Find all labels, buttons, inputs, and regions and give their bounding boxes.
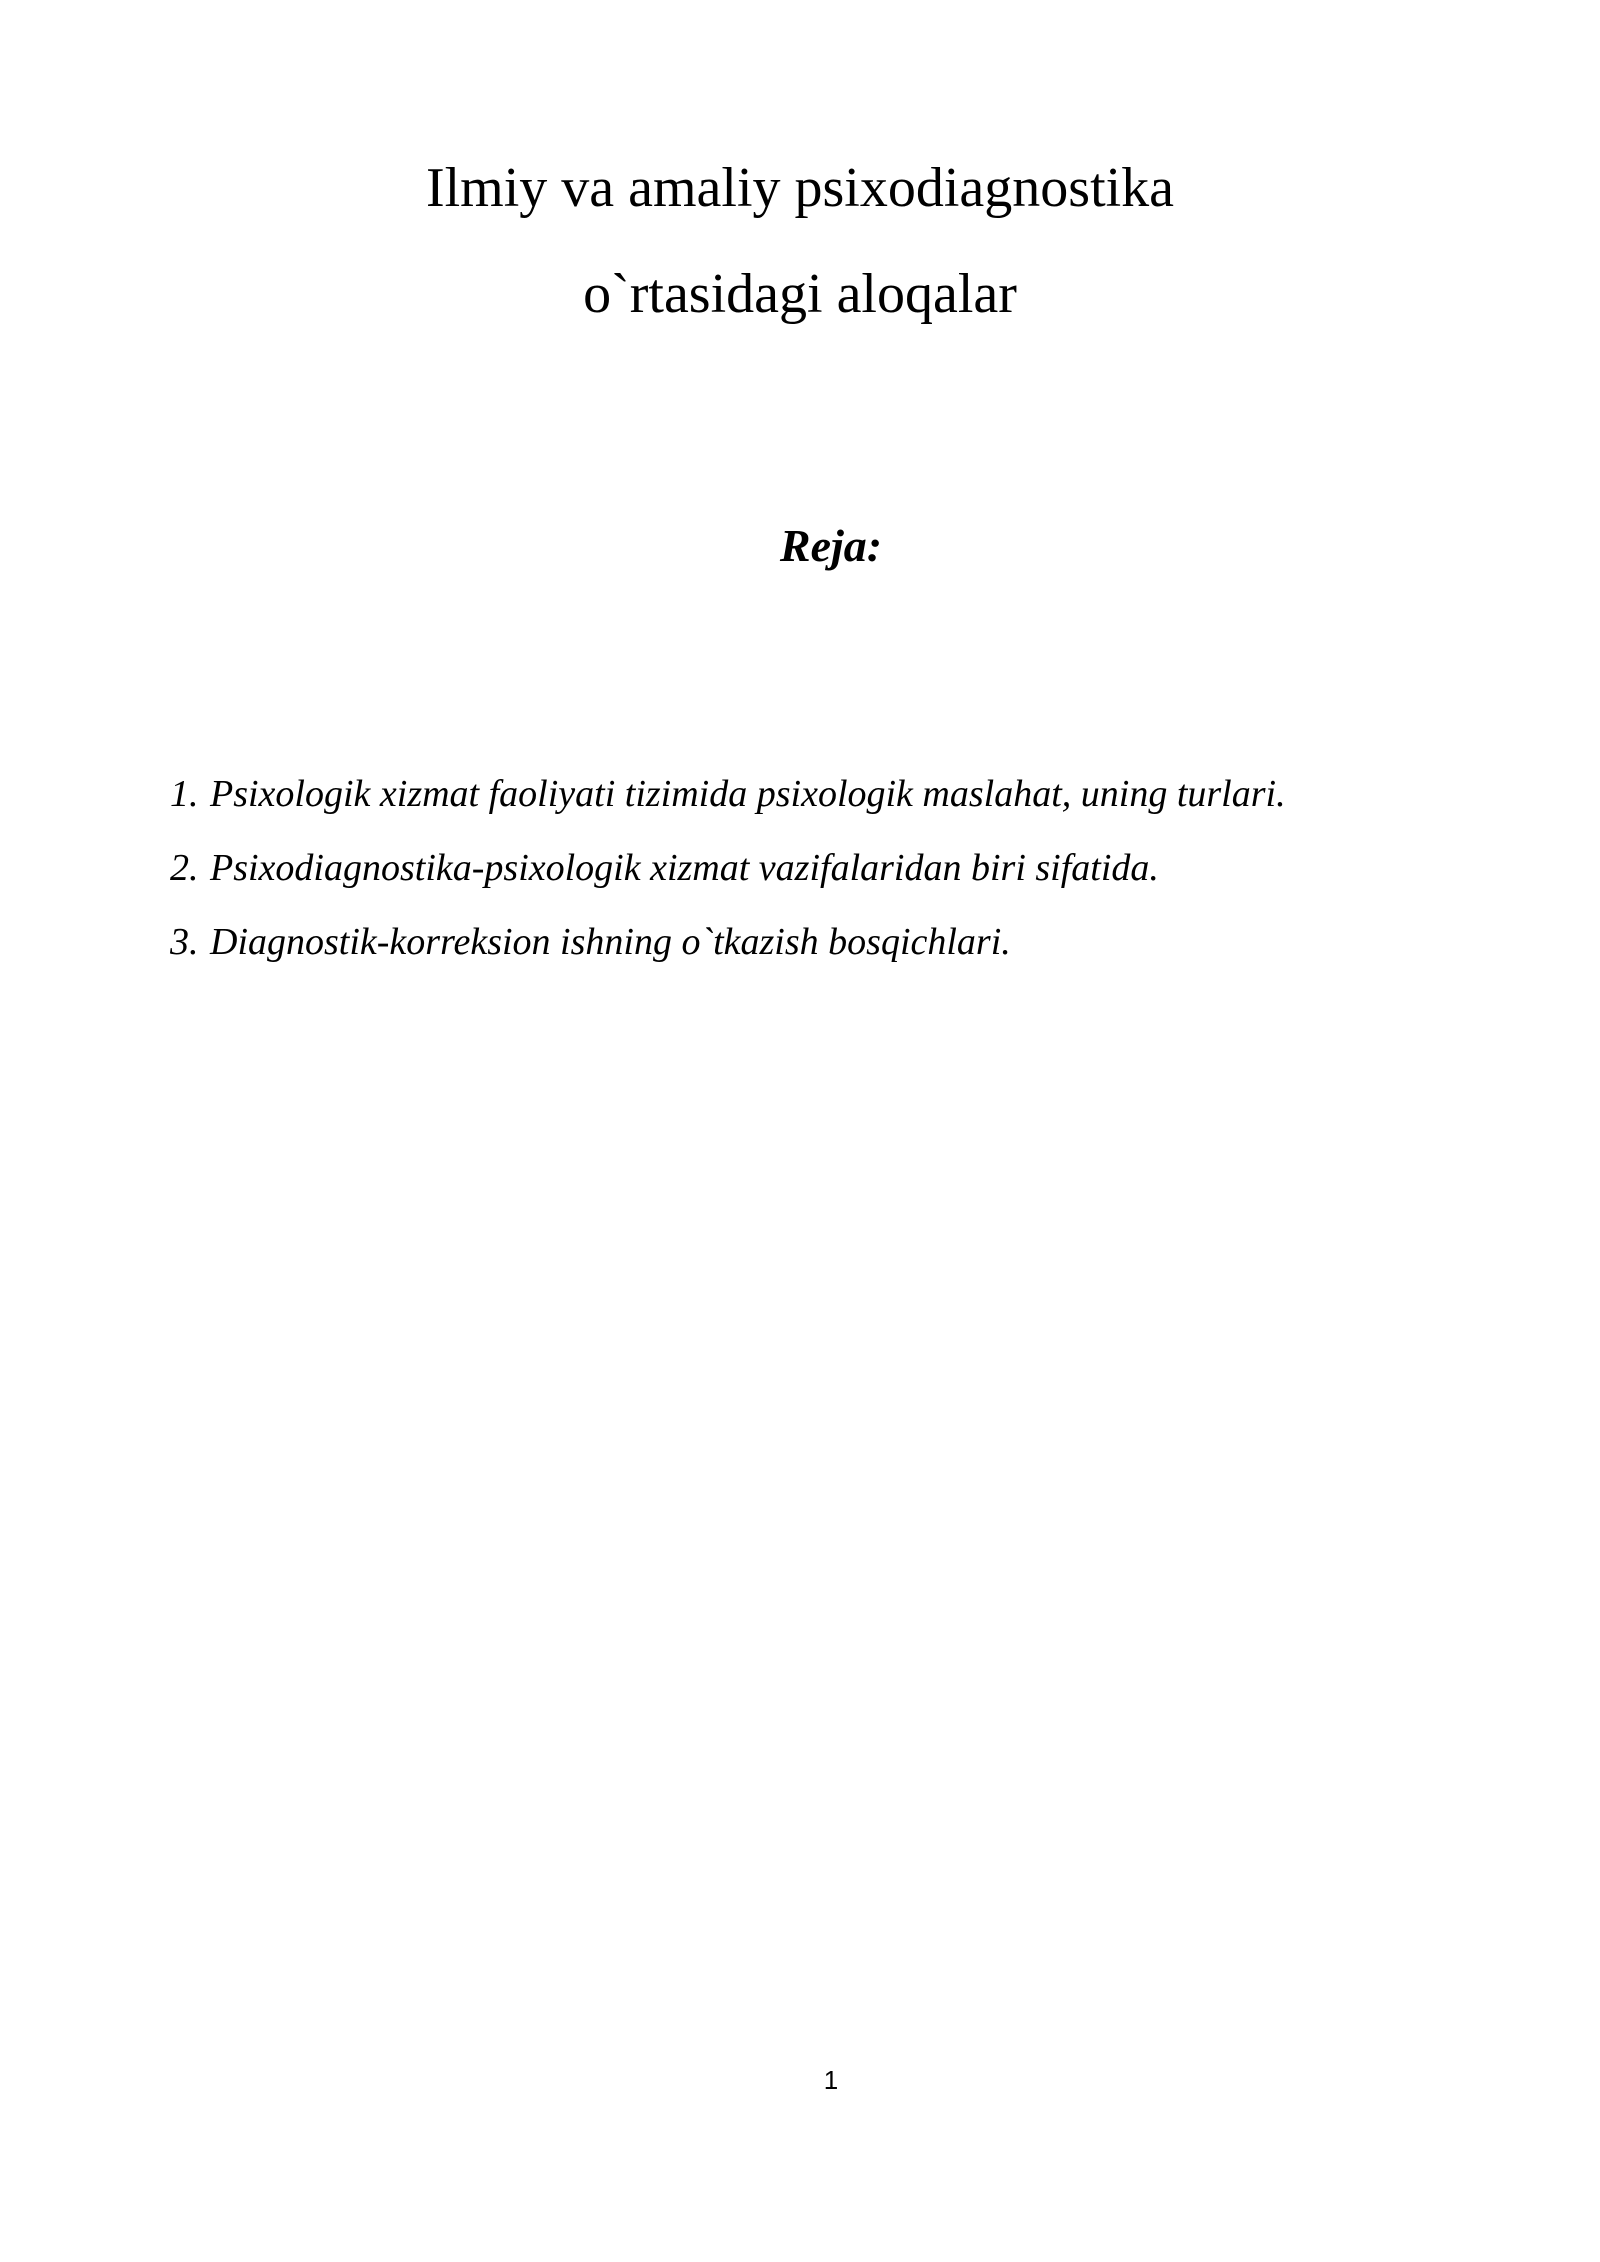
plan-item <box>0 766 1600 840</box>
plan-list <box>0 766 1600 988</box>
plan-item-text: Psixodiagnostika-psixologik xizmat vazifalaridan biri sifatida. <box>210 847 1159 889</box>
plan-item-number: 2. <box>170 847 199 889</box>
document-title-line-2: o`rtasidagi aloqalar <box>583 263 1017 325</box>
plan-item <box>0 914 1600 988</box>
plan-item-number: 3. <box>170 921 199 963</box>
plan-item <box>0 840 1600 914</box>
document-title-line-1: Ilmiy va amaliy psixodiagnostika <box>425 157 1175 219</box>
plan-item-number: 1. <box>170 773 199 815</box>
plan-item-text: Psixologik xizmat faoliyati tizimida psixologik maslahat, uning turlari. <box>210 773 1286 815</box>
page-number: 1 <box>823 2065 839 2095</box>
plan-heading: Reja: <box>779 520 883 571</box>
plan-item-text: Diagnostik-korreksion ishning o`tkazish bosqichlari. <box>210 921 1011 963</box>
